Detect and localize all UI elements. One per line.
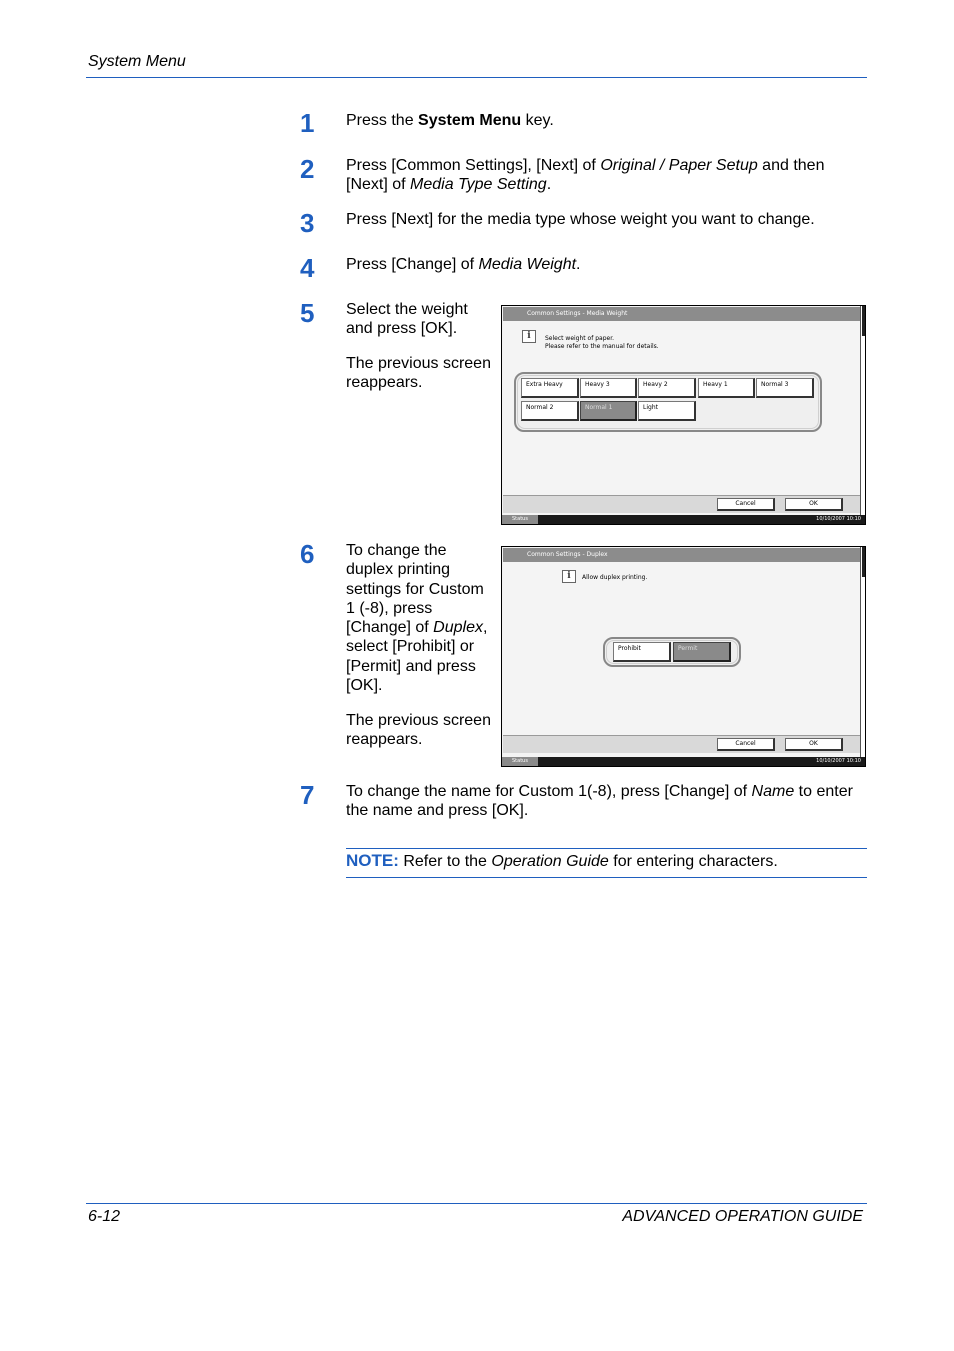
prohibit-button[interactable]: Prohibit — [613, 642, 671, 662]
screen-bottom-bar — [503, 735, 860, 753]
note-bottom-rule — [346, 877, 867, 878]
permit-button[interactable]: Permit — [673, 642, 731, 662]
step-number-4: 4 — [300, 253, 315, 283]
media-weight-screen — [501, 305, 866, 525]
cancel-button[interactable]: Cancel — [717, 498, 775, 511]
step-number-2: 2 — [300, 154, 315, 184]
step-text-6: To change the duplex printing settings for Custom 1 (-8), press [Change] of Duplex, select [Prohibit] or [Permit] and press [OK]. — [346, 542, 488, 695]
note-top-rule — [346, 848, 867, 849]
status-button[interactable]: Status — [502, 515, 538, 524]
duplex-button-group — [603, 637, 741, 667]
normal-3-button[interactable]: Normal 3 — [756, 378, 814, 398]
info-icon: i — [562, 570, 576, 583]
step-text-1: Press the System Menu key. — [346, 112, 554, 129]
step-number-5: 5 — [300, 298, 315, 328]
step-text-4: Press [Change] of Media Weight. — [346, 256, 581, 273]
screen-message: Allow duplex printing. — [582, 574, 648, 581]
info-icon: i — [522, 330, 536, 343]
step-text-6-result: The previous screen reappears. — [346, 712, 491, 749]
normal-1-button[interactable]: Normal 1 — [580, 401, 637, 421]
step-number-1: 1 — [300, 108, 315, 138]
ok-button[interactable]: OK — [785, 498, 843, 511]
guide-title: ADVANCED OPERATION GUIDE — [622, 1208, 863, 1225]
light-button[interactable]: Light — [638, 401, 696, 421]
heavy-1-button[interactable]: Heavy 1 — [698, 378, 755, 398]
note: NOTE: Refer to the Operation Guide for entering characters. — [346, 851, 778, 870]
weight-button-group — [514, 372, 822, 432]
step-text-7: To change the name for Custom 1(-8), press [Change] of Name to enter the name and press [OK]. — [346, 783, 853, 820]
status-button[interactable]: Status — [502, 757, 538, 766]
heavy-3-button[interactable]: Heavy 3 — [580, 378, 637, 398]
screen-scrollbar — [860, 547, 865, 766]
cancel-button[interactable]: Cancel — [717, 738, 775, 751]
page-number: 6-12 — [88, 1208, 121, 1225]
footer-rule — [86, 1203, 867, 1204]
screen-title: Common Settings - Duplex — [503, 548, 860, 562]
screen-bottom-bar — [503, 495, 860, 513]
status-datetime: 10/10/2007 10:10 — [816, 758, 861, 764]
step-number-7: 7 — [300, 780, 315, 810]
status-datetime: 10/10/2007 10:10 — [816, 516, 861, 522]
normal-2-button[interactable]: Normal 2 — [521, 401, 579, 421]
screen-title: Common Settings - Media Weight — [503, 307, 860, 321]
screen-scrollbar — [860, 306, 865, 524]
running-header: System Menu — [88, 53, 186, 70]
extra-heavy-button[interactable]: Extra Heavy — [521, 378, 579, 398]
step-text-5-result: The previous screen reappears. — [346, 355, 491, 392]
duplex-screen — [501, 546, 866, 767]
step-number-6: 6 — [300, 539, 315, 569]
status-bar — [502, 515, 865, 524]
status-bar — [502, 757, 865, 766]
step-text-2: Press [Common Settings], [Next] of Original / Paper Setup and then [Next] of Media Type Setting. — [346, 157, 825, 194]
ok-button[interactable]: OK — [785, 738, 843, 751]
screen-message: Select weight of paper. Please refer to the manual for details. — [545, 335, 659, 350]
step-text-3: Press [Next] for the media type whose weight you want to change. — [346, 211, 815, 228]
step-text-5: Select the weight and press [OK]. — [346, 301, 468, 338]
step-number-3: 3 — [300, 208, 315, 238]
heavy-2-button[interactable]: Heavy 2 — [638, 378, 696, 398]
header-rule — [86, 77, 867, 78]
